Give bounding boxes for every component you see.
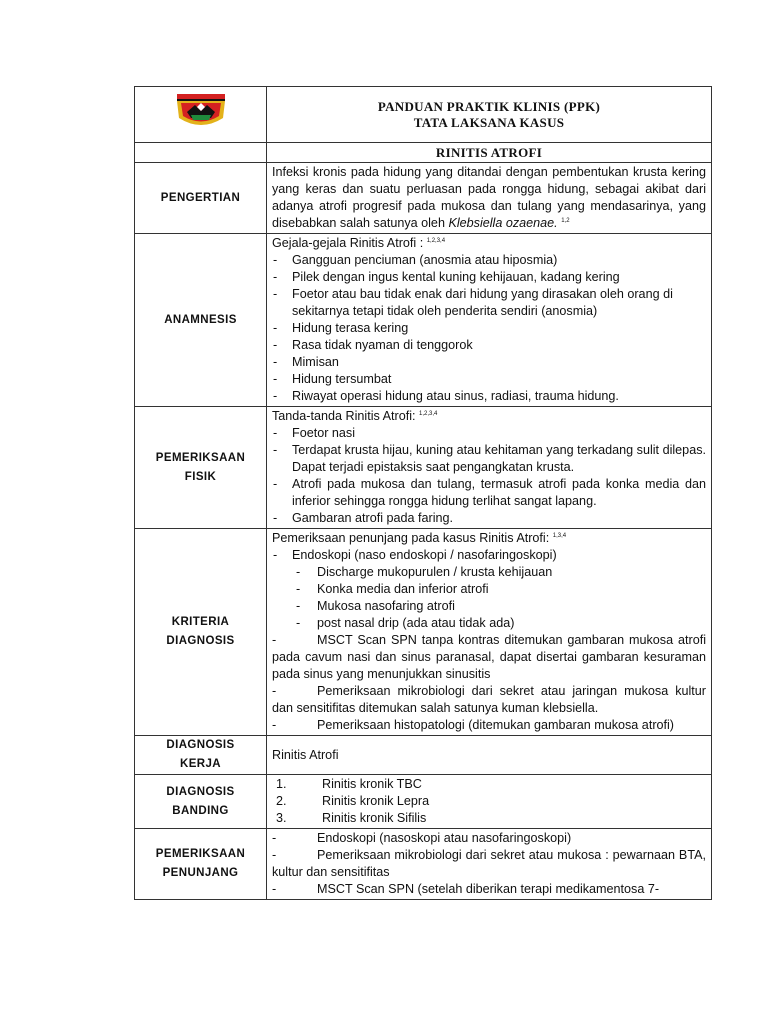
kerja-content (267, 736, 712, 775)
list-item: 3. Rinitis kronik Sifilis (276, 811, 427, 825)
topic-row (135, 143, 712, 163)
kerja-row (135, 736, 712, 775)
penunjang-mikrobiologi: - Pemeriksaan mikrobiologi dari sekret atau mukosa : pewarnaan BTA, kultur dan sensitifitas (272, 848, 706, 879)
banding-row (135, 775, 712, 829)
fisik-list (272, 425, 706, 527)
list-item: - Discharge mukopurulen / krusta kehijauan (272, 564, 706, 581)
anamnesis-row (135, 234, 712, 407)
doc-subtitle: TATA LAKSANA KASUS (413, 114, 565, 130)
penunjang-endoskopi: - Endoskopi (nasoskopi atau nasofaringoskopi) (272, 831, 572, 845)
pengertian-label: PENGERTIAN (135, 163, 267, 234)
fisik-intro: Tanda-tanda Rinitis Atrofi: $^{1,2,3,4}$ (272, 409, 438, 423)
doc-title: PANDUAN PRAKTIK KLINIS (PPK) (377, 98, 601, 114)
kriteria-row (135, 529, 712, 736)
anamnesis-ref: 1,2,3,4 (426, 237, 446, 244)
list-item: - Foetor nasi (272, 425, 706, 442)
list-item: - Endoskopi (naso endoskopi / nasofaringoskopi) (272, 547, 706, 564)
list-item: - Riwayat operasi hidung atau sinus, radiasi, trauma hidung. (272, 388, 706, 405)
kerja-label: DIAGNOSIS KERJA (135, 736, 267, 775)
fisik-content (267, 407, 712, 529)
kriteria-intro: Pemeriksaan penunjang pada kasus Rinitis Atrofi: $^{1,3,4}$ (272, 531, 567, 545)
list-item: - Konka media dan inferior atrofi (272, 581, 706, 598)
header-title-cell (267, 87, 712, 143)
penunjang-label: PEMERIKSAAN PENUNJANG (135, 829, 267, 900)
anamnesis-content (267, 234, 712, 407)
anamnesis-list (272, 252, 706, 405)
list-item: - Hidung terasa kering (272, 320, 706, 337)
kriteria-content (267, 529, 712, 736)
list-item: 1. Rinitis kronik TBC (276, 777, 422, 791)
header-row (135, 87, 712, 143)
penunjang-row (135, 829, 712, 900)
pengertian-row (135, 163, 712, 234)
fisik-row (135, 407, 712, 529)
pengertian-content (267, 163, 712, 234)
kriteria-endoskopi-list (272, 547, 706, 564)
list-item: - Pilek dengan ingus kental kuning kehijauan, kadang kering (272, 269, 706, 286)
pengertian-text: Infeksi kronis pada hidung yang ditandai dengan pembentukan krusta kering yang keras dan suatu perluasan pada rongga hidung, sebagai akibat dari adanya atrofi progresif pada mukosa dan tulang yang mendasarinya, yang disebabkan salah satunya oleh (272, 165, 706, 230)
topic-blank-cell (135, 143, 267, 163)
list-item: 2. Rinitis kronik Lepra (276, 794, 430, 808)
banding-list (272, 776, 706, 827)
list-item: - Mukosa nasofaring atrofi (272, 598, 706, 615)
topic-cell (267, 143, 712, 163)
kriteria-msct: - MSCT Scan SPN tanpa kontras ditemukan gambaran mukosa atrofi pada cavum nasi dan sinus paranasal, dapat disertai gambaran kesuraman pada sinus yang menunjukkan sinusitis (272, 633, 706, 681)
penunjang-content (267, 829, 712, 900)
kriteria-endoskopi-sublist (272, 564, 706, 632)
list-item: - post nasal drip (ada atau tidak ada) (272, 615, 706, 632)
list-item: - Gangguan penciuman (anosmia atau hiposmia) (272, 252, 706, 269)
list-item: - Rasa tidak nyaman di tenggorok (272, 337, 706, 354)
list-item: - Atrofi pada mukosa dan tulang, termasuk atrofi pada konka media dan inferior sehingga rongga hidung terlihat sangat lapang. (272, 476, 706, 510)
list-item: - Mimisan (272, 354, 706, 371)
fisik-label: PEMERIKSAAN FISIK (135, 407, 267, 529)
banding-label: DIAGNOSIS BANDING (135, 775, 267, 829)
kerja-text: Rinitis Atrofi (272, 747, 339, 762)
topic-title: RINITIS ATROFI (435, 144, 543, 160)
regional-emblem-icon (171, 92, 231, 132)
fisik-ref: 1,2,3,4 (419, 410, 438, 417)
list-item: - Terdapat krusta hijau, kuning atau kehitaman yang terkadang sulit dilepas. Dapat terjadi epistaksis saat pengangkatan krusta. (272, 442, 706, 476)
logo-cell (135, 87, 267, 143)
banding-content (267, 775, 712, 829)
ppk-table (134, 86, 712, 900)
pengertian-organism: Klebsiella ozaenae. (448, 216, 558, 230)
penunjang-msct: - MSCT Scan SPN (setelah diberikan terapi medikamentosa 7- (272, 882, 660, 896)
list-item: - Gambaran atrofi pada faring. (272, 510, 706, 527)
pengertian-ref: 1,2 (561, 217, 570, 224)
kriteria-mikrobiologi: - Pemeriksaan mikrobiologi dari sekret atau jaringan mukosa kultur dan sensitifitas ditemukan salah satunya kuman klebsiella. (272, 684, 706, 715)
list-item: - Foetor atau bau tidak enak dari hidung yang dirasakan oleh orang di sekitarnya tetapi tidak oleh penderita sendiri (anosmia) (272, 286, 706, 320)
kriteria-histopatologi: - Pemeriksaan histopatologi (ditemukan gambaran mukosa atrofi) (272, 718, 675, 732)
kriteria-ref: 1,3,4 (552, 532, 567, 539)
anamnesis-intro: Gejala-gejala Rinitis Atrofi : $^{1,2,3,4}$ (272, 236, 446, 250)
list-item: - Hidung tersumbat (272, 371, 706, 388)
anamnesis-label: ANAMNESIS (135, 234, 267, 407)
kriteria-label: KRITERIA DIAGNOSIS (135, 529, 267, 736)
